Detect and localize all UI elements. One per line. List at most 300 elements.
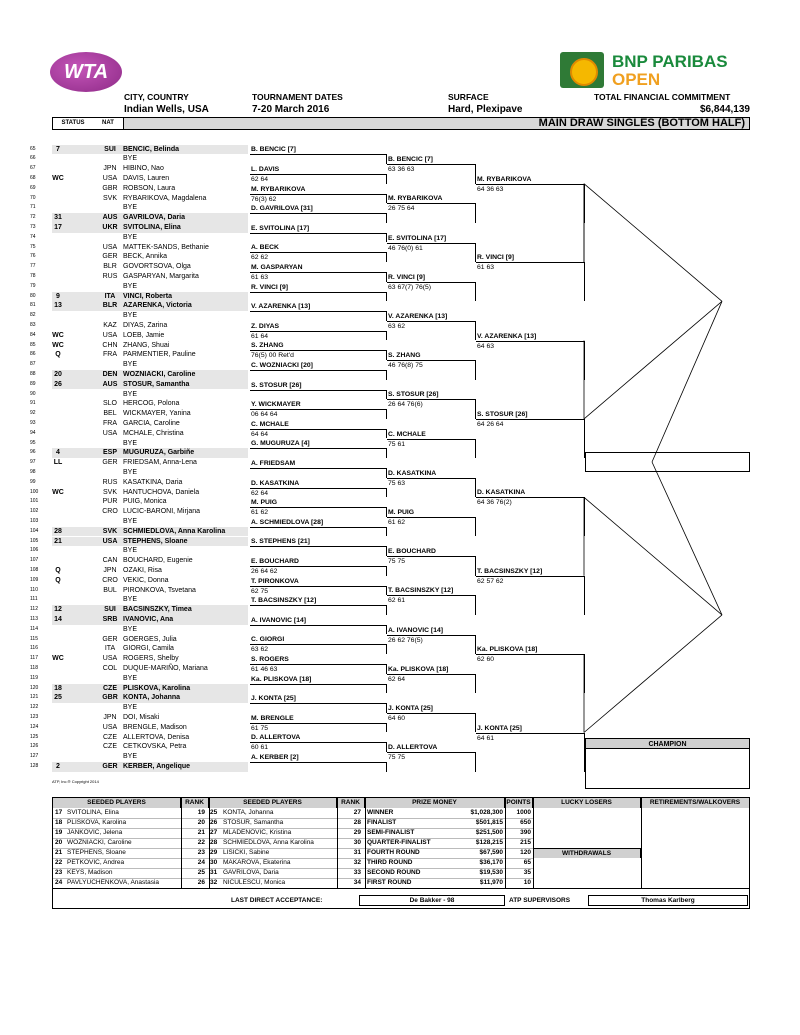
player-nat: CHN xyxy=(102,341,118,349)
player-name: VEKIC, Donna xyxy=(123,576,169,584)
player-name: PARMENTIER, Pauline xyxy=(123,351,196,359)
player-nat: SRB xyxy=(102,615,118,623)
player-name: BYE xyxy=(123,390,138,398)
match-score: 64 63 xyxy=(477,342,495,350)
match-winner: A. IVANOVIC [14] xyxy=(388,626,444,634)
match-score: 63 62 xyxy=(251,646,269,654)
seed-rank: 23 xyxy=(197,849,205,856)
draw-number: 108 xyxy=(30,566,39,573)
draw-number: 110 xyxy=(30,586,38,593)
player-nat: PUR xyxy=(102,498,118,506)
player-status: Q xyxy=(55,566,61,574)
player-nat: SVK xyxy=(102,527,118,535)
player-nat: USA xyxy=(102,174,118,182)
match-winner: Ka. PLISKOVA [18] xyxy=(477,646,538,654)
champion-slot xyxy=(585,749,750,789)
player-name: DIYAS, Zarina xyxy=(123,321,168,329)
player-name: BYE xyxy=(123,517,138,525)
lda-value: De Bakker - 98 xyxy=(359,895,505,906)
bracket-line xyxy=(584,615,722,733)
player-name: DUQUE-MARIÑO, Mariana xyxy=(123,664,208,672)
player-name: KASATKINA, Daria xyxy=(123,478,183,486)
match-score: 63 62 xyxy=(388,322,406,330)
surface-label: SURFACE xyxy=(448,92,489,102)
seed-name: PAVLYUCHENKOVA, Anastasia xyxy=(67,879,159,886)
player-name: GOERGES, Julia xyxy=(123,635,177,643)
draw-title: MAIN DRAW SINGLES (BOTTOM HALF) xyxy=(538,117,745,129)
draw-number: 91 xyxy=(30,400,36,407)
player-name: BYE xyxy=(123,674,138,682)
match-winner: T. BACSINSZKY [12] xyxy=(388,587,454,595)
match-winner: E. BOUCHARD xyxy=(388,548,436,556)
match-score: 61 62 xyxy=(388,518,406,526)
seed-number: 30 xyxy=(210,859,218,866)
prize-round: FOURTH ROUND xyxy=(367,849,420,856)
seed-number: 28 xyxy=(210,839,218,846)
player-status: 25 xyxy=(54,694,62,702)
player-name: BENCIC, Belinda xyxy=(123,145,180,153)
draw-number: 93 xyxy=(30,419,36,426)
seed-number: 19 xyxy=(55,829,63,836)
player-name: IVANOVIC, Ana xyxy=(123,615,174,623)
draw-number: 94 xyxy=(30,429,36,436)
seed-rank: 20 xyxy=(197,819,205,826)
player-nat: SUI xyxy=(104,145,116,153)
draw-number: 75 xyxy=(30,243,36,250)
player-name: OZAKI, Risa xyxy=(123,566,162,574)
player-nat: JPN xyxy=(103,566,117,574)
match-winner: M. PUIG xyxy=(388,508,415,516)
seed-rank: 27 xyxy=(353,809,361,816)
match-winner: M. RYBARIKOVA xyxy=(477,175,532,183)
match-winner: L. DAVIS xyxy=(251,165,280,173)
match-score: 61 63 xyxy=(251,273,269,281)
player-name: SVITOLINA, Elina xyxy=(123,223,181,231)
player-nat: ITA xyxy=(104,645,116,653)
draw-number: 73 xyxy=(30,223,36,230)
match-winner: T. BACSINSZKY [12] xyxy=(251,597,317,605)
draw-number: 100 xyxy=(30,488,39,495)
player-nat: CAN xyxy=(102,557,118,565)
seed-number: 25 xyxy=(210,809,218,816)
match-winner: A. KERBER [2] xyxy=(251,753,299,761)
player-status: WC xyxy=(52,331,64,339)
seed-rank: 34 xyxy=(353,879,361,886)
player-name: MATTEK-SANDS, Bethanie xyxy=(123,243,209,251)
match-winner: B. BENCIC [7] xyxy=(251,146,296,154)
seed-number: 24 xyxy=(55,879,63,886)
match-winner: M. RYBARIKOVA xyxy=(251,185,306,193)
prize-points: 215 xyxy=(520,839,531,846)
match-winner: S. ZHANG xyxy=(388,352,421,360)
player-name: GARCIA, Caroline xyxy=(123,419,180,427)
player-name: BYE xyxy=(123,361,138,369)
draw-number: 78 xyxy=(30,272,36,279)
player-nat: BLR xyxy=(103,263,117,271)
seed-number: 18 xyxy=(55,819,63,826)
seed-rank: 19 xyxy=(197,809,205,816)
prize-points: 650 xyxy=(520,819,531,826)
seed-number: 29 xyxy=(210,849,218,856)
player-status: 18 xyxy=(54,684,62,692)
match-winner: J. KONTA [25] xyxy=(251,695,296,703)
prize-points: 1000 xyxy=(516,809,531,816)
seeded-header-left: SEEDED PLAYERS xyxy=(53,798,181,808)
player-status: 21 xyxy=(54,537,62,545)
player-name: CETKOVSKA, Petra xyxy=(123,743,187,751)
draw-number: 74 xyxy=(30,233,36,240)
lda-label: LAST DIRECT ACCEPTANCE: xyxy=(231,897,323,904)
match-score: 64 61 xyxy=(477,734,495,742)
player-nat: USA xyxy=(102,655,118,663)
withdrawals-header: WITHDRAWALS xyxy=(533,848,641,858)
player-name: BYE xyxy=(123,468,138,476)
player-name: KONTA, Johanna xyxy=(123,694,181,702)
final-slot xyxy=(585,452,750,472)
seeded-header-right: SEEDED PLAYERS xyxy=(209,798,337,808)
seed-number: 27 xyxy=(210,829,218,836)
player-name: SCHMIEDLOVA, Anna Karolina xyxy=(123,527,226,535)
match-winner: J. KONTA [25] xyxy=(388,704,433,712)
player-nat: FRA xyxy=(103,351,117,359)
draw-number: 116 xyxy=(30,645,38,652)
player-name: BYE xyxy=(123,204,138,212)
draw-number: 123 xyxy=(30,713,39,720)
draw-number: 114 xyxy=(30,625,38,632)
player-nat: UKR xyxy=(102,223,118,231)
player-status: WC xyxy=(52,174,64,182)
match-winner: D. ALLERTOVA xyxy=(388,744,438,752)
draw-number: 81 xyxy=(30,302,36,309)
match-score: 61 62 xyxy=(251,509,269,517)
match-score: 64 36 76(2) xyxy=(477,499,512,507)
seed-rank: 29 xyxy=(353,829,361,836)
player-name: FRIEDSAM, Anna-Lena xyxy=(123,459,197,467)
seed-number: 20 xyxy=(55,839,63,846)
seed-rank: 31 xyxy=(353,849,361,856)
match-winner: C. GIORGI xyxy=(251,636,285,644)
draw-number: 99 xyxy=(30,478,36,485)
draw-number: 79 xyxy=(30,282,36,289)
player-nat: GER xyxy=(102,459,118,467)
player-nat: USA xyxy=(102,537,118,545)
draw-number: 128 xyxy=(30,762,39,769)
player-name: BECK, Annika xyxy=(123,253,167,261)
player-nat: ITA xyxy=(104,292,116,300)
bracket-line xyxy=(584,301,722,419)
player-status: 28 xyxy=(54,527,62,535)
player-name: BRENGLE, Madison xyxy=(123,723,187,731)
player-name: STEPHENS, Sloane xyxy=(123,537,188,545)
player-status: LL xyxy=(53,459,63,467)
player-status: 14 xyxy=(54,615,62,623)
draw-number: 95 xyxy=(30,439,36,446)
prize-header: PRIZE MONEY xyxy=(365,798,505,808)
prize-points: 120 xyxy=(520,849,531,856)
seed-rank: 30 xyxy=(353,839,361,846)
seed-name: STEPHENS, Sloane xyxy=(67,849,126,856)
match-winner: T. BACSINSZKY [12] xyxy=(477,567,543,575)
match-score: 46 76(8) 75 xyxy=(388,362,423,370)
draw-number: 85 xyxy=(30,341,36,348)
seed-rank: 32 xyxy=(353,859,361,866)
match-score: 61 75 xyxy=(251,724,269,732)
player-name: PUIG, Monica xyxy=(123,498,167,506)
player-nat: SLO xyxy=(102,400,117,408)
seed-rank: 28 xyxy=(353,819,361,826)
player-nat: COL xyxy=(102,664,118,672)
player-nat: GBR xyxy=(102,184,118,192)
player-status: 9 xyxy=(56,292,60,300)
player-nat: FRA xyxy=(103,419,117,427)
wta-logo: WTA xyxy=(50,52,122,92)
match-winner: S. STOSUR [26] xyxy=(388,391,439,399)
seed-name: GAVRILOVA, Daria xyxy=(223,869,279,876)
match-winner: M. BRENGLE xyxy=(251,714,294,722)
match-winner: B. BENCIC [7] xyxy=(388,156,433,164)
draw-number: 126 xyxy=(30,743,39,750)
match-score: 60 61 xyxy=(251,744,269,752)
match-winner: J. KONTA [25] xyxy=(477,724,522,732)
prize-round: SECOND ROUND xyxy=(367,869,421,876)
match-score: 61 64 xyxy=(251,332,269,340)
draw-number: 118 xyxy=(30,664,38,671)
match-score: 62 57 62 xyxy=(477,577,504,585)
prize-money: $67,590 xyxy=(479,849,503,856)
player-nat: USA xyxy=(102,429,118,437)
player-name: LOEB, Jamie xyxy=(123,331,165,339)
player-nat: KAZ xyxy=(103,321,117,329)
match-winner: Z. DIYAS xyxy=(251,322,280,330)
player-status: 12 xyxy=(54,606,62,614)
seed-number: 23 xyxy=(55,869,63,876)
supervisors-label: ATP SUPERVISORS xyxy=(509,897,571,904)
bracket-line xyxy=(652,301,722,462)
seed-name: SVITOLINA, Elina xyxy=(67,809,119,816)
match-score: 64 60 xyxy=(388,714,406,722)
player-nat: USA xyxy=(102,331,118,339)
player-nat: JPN xyxy=(103,713,117,721)
player-name: WICKMAYER, Yanina xyxy=(123,410,191,418)
draw-number: 124 xyxy=(30,723,39,730)
player-name: GASPARYAN, Margarita xyxy=(123,272,199,280)
supervisors-value: Thomas Karlberg xyxy=(588,895,748,906)
player-nat: RUS xyxy=(102,478,118,486)
player-nat: CZE xyxy=(103,684,117,692)
prize-money: $11,970 xyxy=(479,879,503,886)
prize-round: FIRST ROUND xyxy=(367,879,412,886)
draw-number: 103 xyxy=(30,517,39,524)
draw-number: 66 xyxy=(30,155,36,162)
match-score: 26 64 76(6) xyxy=(388,401,423,409)
seed-name: PETKOVIC, Andrea xyxy=(67,859,125,866)
match-score: 62 60 xyxy=(477,656,495,664)
match-winner: G. MUGURUZA [4] xyxy=(251,440,310,448)
player-name: KERBER, Angelique xyxy=(123,762,191,770)
match-score: 26 62 76(5) xyxy=(388,636,423,644)
player-name: HERCOG, Polona xyxy=(123,400,180,408)
bracket-line xyxy=(584,184,722,302)
player-nat: BEL xyxy=(103,410,117,418)
player-status: 20 xyxy=(54,370,62,378)
match-winner: C. MCHALE xyxy=(388,430,426,438)
seed-number: 31 xyxy=(210,869,218,876)
player-name: HIBINO, Nao xyxy=(123,165,164,173)
player-name: BYE xyxy=(123,753,138,761)
player-nat: CZE xyxy=(103,743,117,751)
player-nat: ESP xyxy=(102,449,117,457)
prize-round: QUARTER-FINALIST xyxy=(367,839,431,846)
player-status: WC xyxy=(52,341,64,349)
match-winner: E. BOUCHARD xyxy=(251,557,299,565)
draw-number: 89 xyxy=(30,380,36,387)
player-status: WC xyxy=(52,655,64,663)
match-score: 62 61 xyxy=(388,597,406,605)
prize-money: $36,170 xyxy=(479,859,503,866)
player-nat: SVK xyxy=(102,488,117,496)
draw-number: 67 xyxy=(30,165,36,172)
player-name: ALLERTOVA, Denisa xyxy=(123,733,190,741)
match-score: 75 61 xyxy=(388,440,406,448)
draw-number: 106 xyxy=(30,547,39,554)
player-nat: JPN xyxy=(103,165,117,173)
player-status: Q xyxy=(55,351,61,359)
player-status: 26 xyxy=(54,380,62,388)
sponsor-line1: BNP PARIBAS xyxy=(612,52,728,71)
match-score: 26 64 62 xyxy=(251,567,278,575)
rank-header-left: RANK xyxy=(181,798,209,808)
draw-number: 68 xyxy=(30,174,36,181)
seed-rank: 22 xyxy=(197,839,205,846)
draw-number: 119 xyxy=(30,674,38,681)
match-score: 64 64 xyxy=(251,430,269,438)
match-winner: Ka. PLISKOVA [18] xyxy=(251,675,312,683)
nat-column-header: NAT xyxy=(93,118,124,129)
match-winner: Y. WICKMAYER xyxy=(251,401,301,409)
match-winner: C. WOZNIACKI [20] xyxy=(251,361,313,369)
player-nat: SVK xyxy=(102,194,117,202)
draw-number: 105 xyxy=(30,537,39,544)
player-name: GOVORTSOVA, Olga xyxy=(123,263,191,271)
city-value: Indian Wells, USA xyxy=(124,104,209,115)
seed-number: 32 xyxy=(210,879,218,886)
player-name: BYE xyxy=(123,704,138,712)
draw-number: 117 xyxy=(30,655,38,662)
match-score: 62 64 xyxy=(251,175,269,183)
seed-number: 21 xyxy=(55,849,63,856)
match-winner: D. KASATKINA xyxy=(251,479,300,487)
match-score: 61 46 63 xyxy=(251,665,278,673)
match-winner: A. IVANOVIC [14] xyxy=(251,616,307,624)
player-name: BYE xyxy=(123,312,138,320)
player-status: Q xyxy=(55,576,61,584)
player-status: 13 xyxy=(54,302,62,310)
player-nat: GER xyxy=(102,762,118,770)
seed-name: KEYS, Madison xyxy=(67,869,113,876)
match-winner: S. ROGERS xyxy=(251,655,289,663)
match-score: 76(3) 62 xyxy=(251,195,277,203)
match-winner: R. VINCI [9] xyxy=(388,273,426,281)
draw-number: 77 xyxy=(30,263,36,270)
seed-name: JANKOVIC, Jelena xyxy=(67,829,123,836)
match-winner: E. SVITOLINA [17] xyxy=(251,224,310,232)
match-score: 62 62 xyxy=(251,254,269,262)
draw-number: 96 xyxy=(30,449,36,456)
bracket-line xyxy=(652,462,722,615)
player-name: MUGURUZA, Garbiñe xyxy=(123,449,195,457)
player-name: STOSUR, Samantha xyxy=(123,380,190,388)
draw-number: 97 xyxy=(30,459,36,466)
draw-number: 65 xyxy=(30,145,36,152)
match-score: 62 64 xyxy=(388,675,406,683)
player-nat: USA xyxy=(102,723,118,731)
player-nat: GBR xyxy=(102,694,118,702)
player-name: AZARENKA, Victoria xyxy=(123,302,192,310)
player-nat: BUL xyxy=(103,586,117,594)
prize-points: 65 xyxy=(523,859,531,866)
draw-number: 121 xyxy=(30,694,39,701)
match-winner: D. ALLERTOVA xyxy=(251,734,301,742)
player-name: BYE xyxy=(123,155,138,163)
draw-number: 90 xyxy=(30,390,36,397)
match-winner: A. FRIEDSAM xyxy=(251,459,296,467)
player-name: DAVIS, Lauren xyxy=(123,174,170,182)
match-winner: S. ZHANG xyxy=(251,342,284,350)
player-name: BACSINSZKY, Timea xyxy=(123,606,192,614)
match-score: 75 75 xyxy=(388,558,406,566)
player-status: WC xyxy=(52,488,64,496)
match-winner: M. RYBARIKOVA xyxy=(388,195,443,203)
prize-money: $128,215 xyxy=(475,839,503,846)
player-nat: USA xyxy=(102,243,118,251)
draw-number: 70 xyxy=(30,194,36,201)
player-name: DOI, Misaki xyxy=(123,713,160,721)
seed-number: 26 xyxy=(210,819,218,826)
match-winner: V. AZARENKA [13] xyxy=(477,332,537,340)
city-label: CITY, COUNTRY xyxy=(124,92,189,102)
bracket-line xyxy=(584,497,722,615)
player-name: HANTUCHOVA, Daniela xyxy=(123,488,200,496)
player-name: BYE xyxy=(123,547,138,555)
draw-number: 69 xyxy=(30,184,36,191)
draw-number: 82 xyxy=(30,312,36,319)
match-score: 06 64 64 xyxy=(251,411,278,419)
draw-number: 122 xyxy=(30,704,39,711)
player-name: RYBARIKOVA, Magdalena xyxy=(123,194,207,202)
seed-rank: 25 xyxy=(197,869,205,876)
seed-number: 17 xyxy=(55,809,63,816)
draw-number: 83 xyxy=(30,321,36,328)
player-nat: DEN xyxy=(102,370,118,378)
seed-name: PLISKOVA, Karolina xyxy=(67,819,127,826)
player-nat: CZE xyxy=(103,733,117,741)
match-winner: E. SVITOLINA [17] xyxy=(388,234,447,242)
player-status: 2 xyxy=(56,762,60,770)
draw-number: 104 xyxy=(30,527,39,534)
match-score: 75 75 xyxy=(388,754,406,762)
match-score: 75 63 xyxy=(388,479,406,487)
match-winner: T. PIRONKOVA xyxy=(251,577,299,585)
draw-number: 71 xyxy=(30,204,36,211)
match-winner: R. VINCI [9] xyxy=(251,283,289,291)
match-score: 63 36 63 xyxy=(388,166,415,174)
player-name: GIORGI, Camila xyxy=(123,645,174,653)
match-winner: V. AZARENKA [13] xyxy=(388,312,448,320)
player-name: ROGERS, Shelby xyxy=(123,655,179,663)
player-name: BYE xyxy=(123,596,138,604)
match-winner: R. VINCI [9] xyxy=(477,254,515,262)
seed-name: NICULESCU, Monica xyxy=(223,879,286,886)
